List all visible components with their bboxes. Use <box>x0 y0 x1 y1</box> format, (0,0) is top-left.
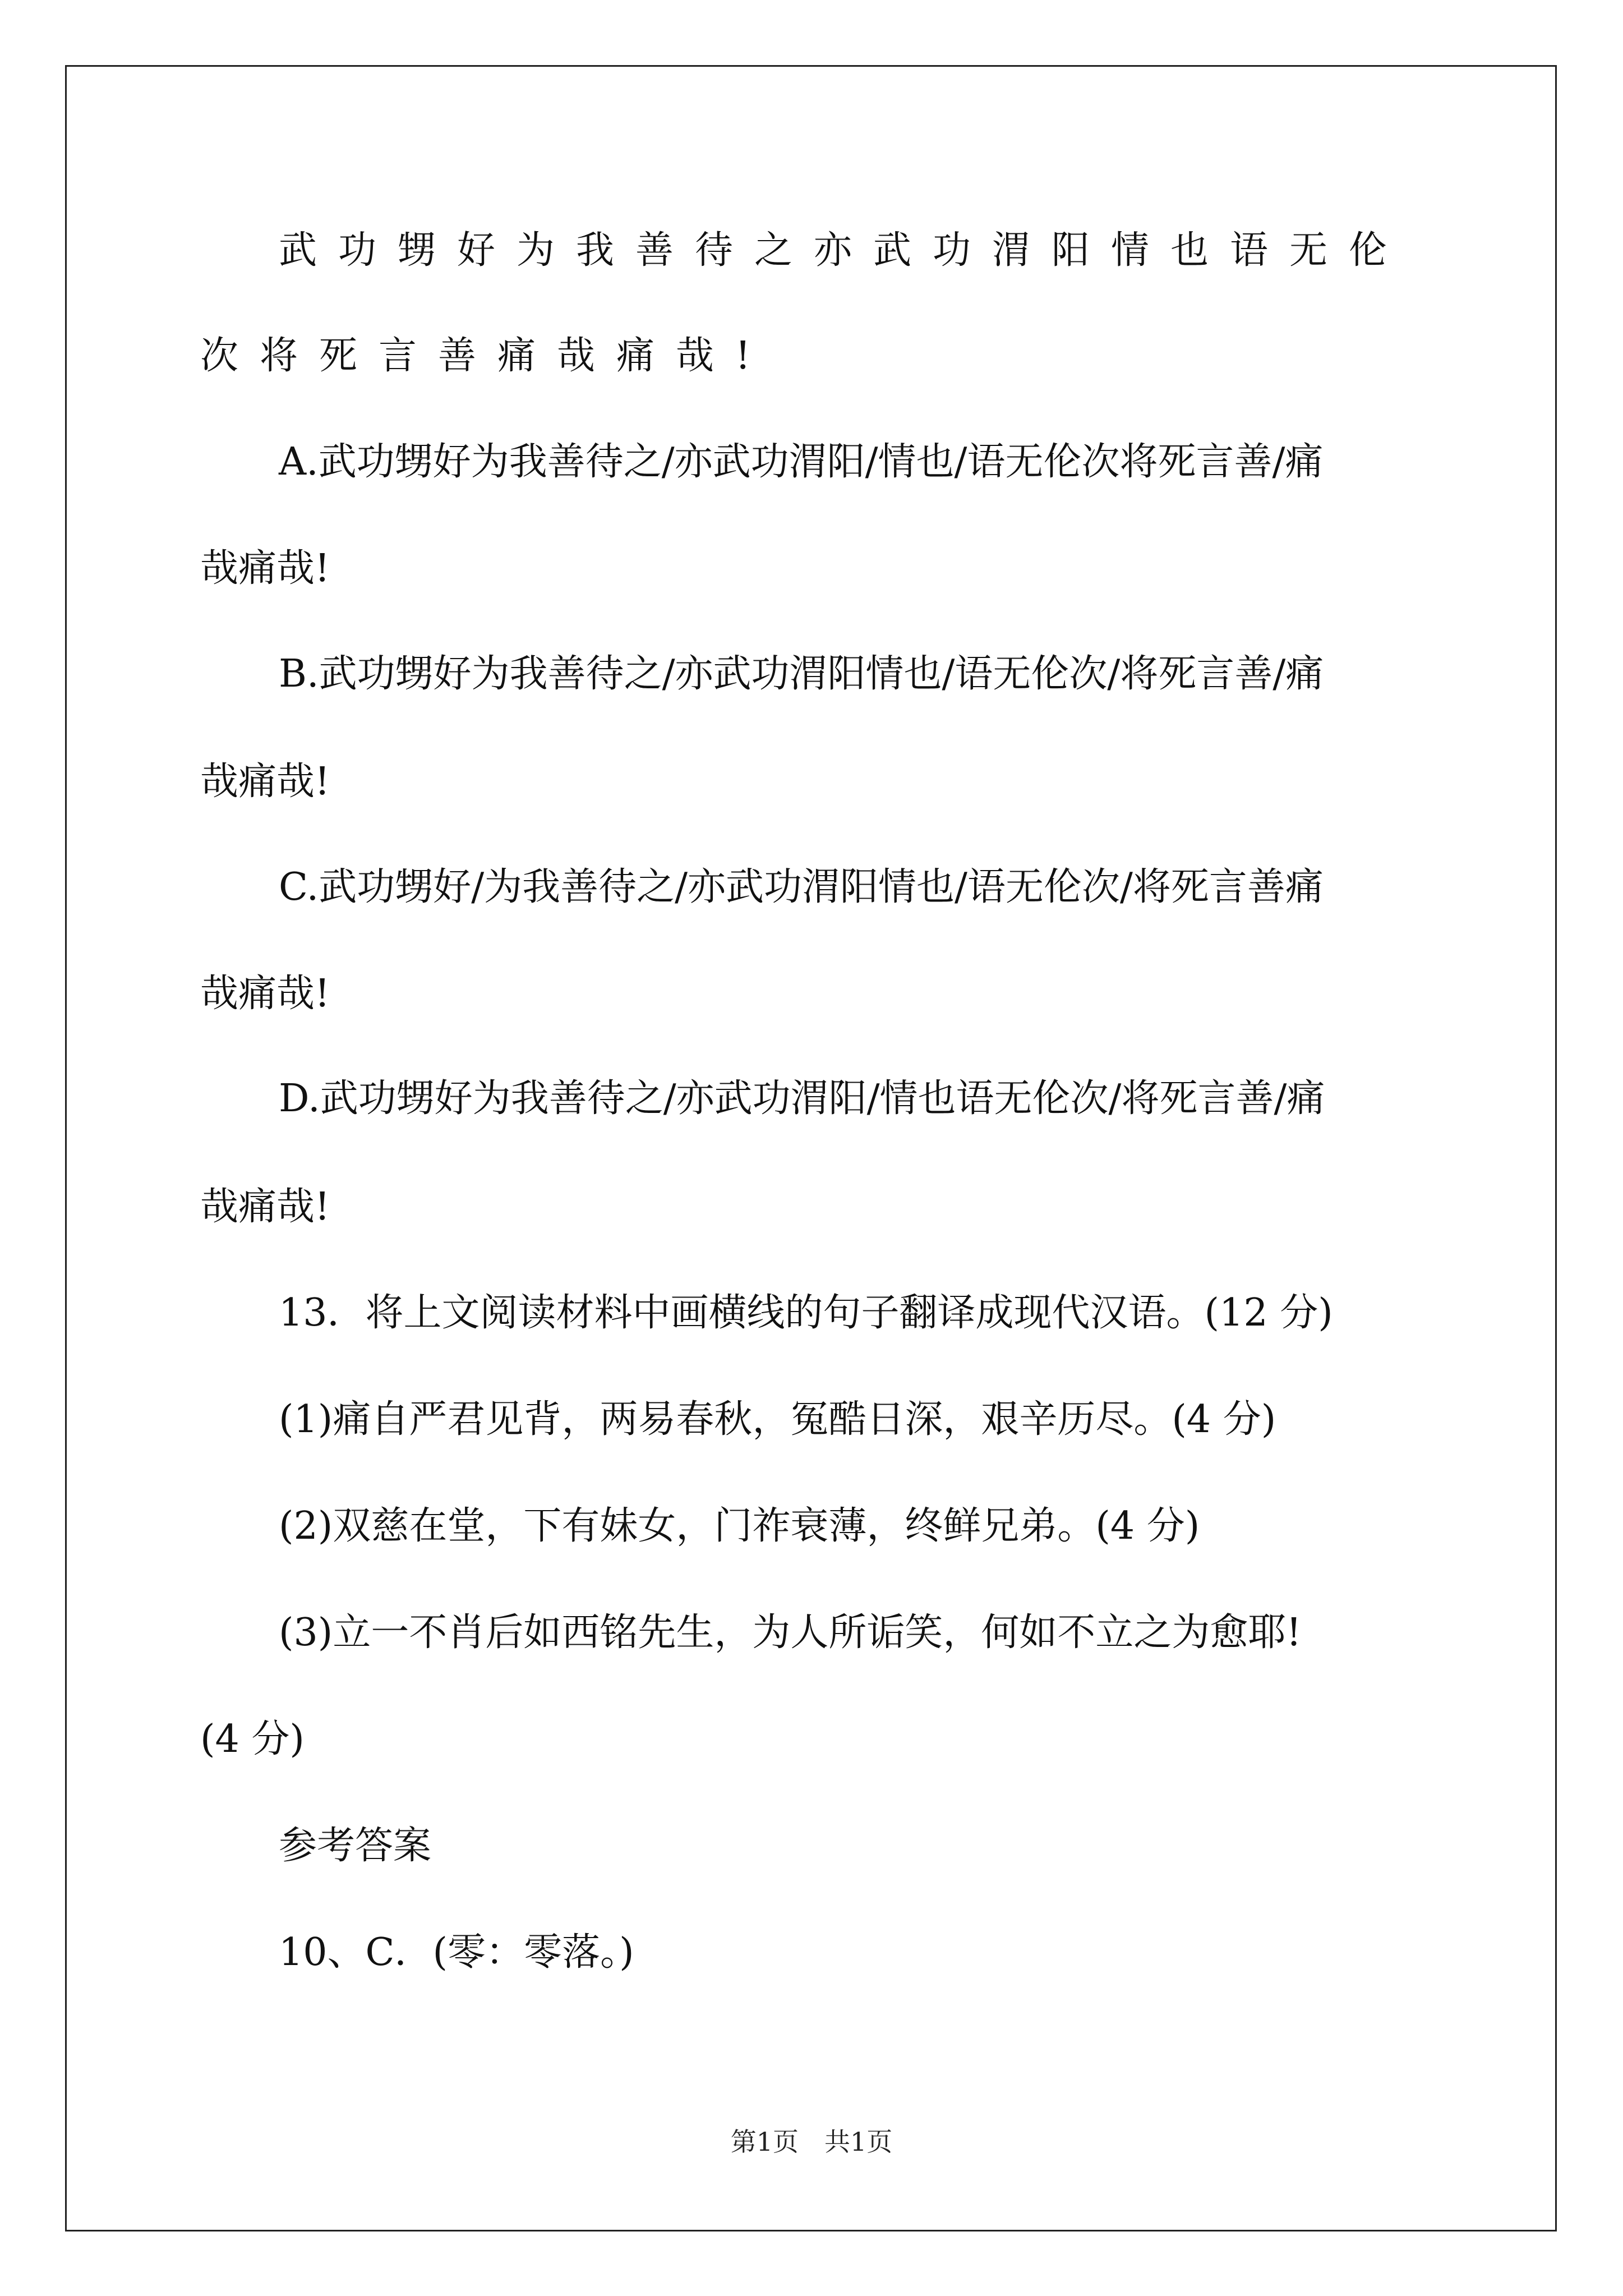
option-d-line-2: 哉痛哉! <box>200 1185 330 1229</box>
option-a-line-2: 哉痛哉! <box>200 546 330 591</box>
question-13: 13．将上文阅读材料中画横线的句子翻译成现代汉语。(12 分) <box>279 1291 1333 1335</box>
question-13-item-3-score: (4 分) <box>200 1717 305 1761</box>
question-13-item-2: (2)双慈在堂，下有妹女，门祚衰薄，终鲜兄弟。(4 分) <box>279 1504 1200 1548</box>
page-footer: 第1页 共1页 <box>730 2127 893 2157</box>
passage-line-1: 武功甥好为我善待之亦武功渭阳情也语无伦 <box>279 228 1409 273</box>
option-b-line-1: B.武功甥好为我善待之/亦武功渭阳情也/语无伦次/将死言善/痛 <box>279 652 1324 696</box>
page-border <box>65 65 1557 2231</box>
answer-heading: 参考答案 <box>279 1824 432 1868</box>
question-13-item-3: (3)立一不肖后如西铭先生，为人所诟笑，何如不立之为愈耶! <box>279 1611 1302 1655</box>
option-c-line-2: 哉痛哉! <box>200 972 330 1016</box>
option-c-line-1: C.武功甥好/为我善待之/亦武功渭阳情也/语无伦次/将死言善痛 <box>279 865 1324 909</box>
option-b-line-2: 哉痛哉! <box>200 760 330 804</box>
option-a-line-1: A.武功甥好为我善待之/亦武功渭阳/情也/语无伦次将死言善/痛 <box>279 440 1324 484</box>
answer-10: 10、C．(零：零落。) <box>279 1930 634 1975</box>
passage-line-2: 次将死言善痛哉痛哉! <box>200 334 772 378</box>
option-d-line-1: D.武功甥好为我善待之/亦武功渭阳/情也语无伦次/将死言善/痛 <box>279 1076 1325 1121</box>
question-13-item-1: (1)痛自严君见背，两易春秋，冤酷日深，艰辛历尽。(4 分) <box>279 1397 1276 1442</box>
